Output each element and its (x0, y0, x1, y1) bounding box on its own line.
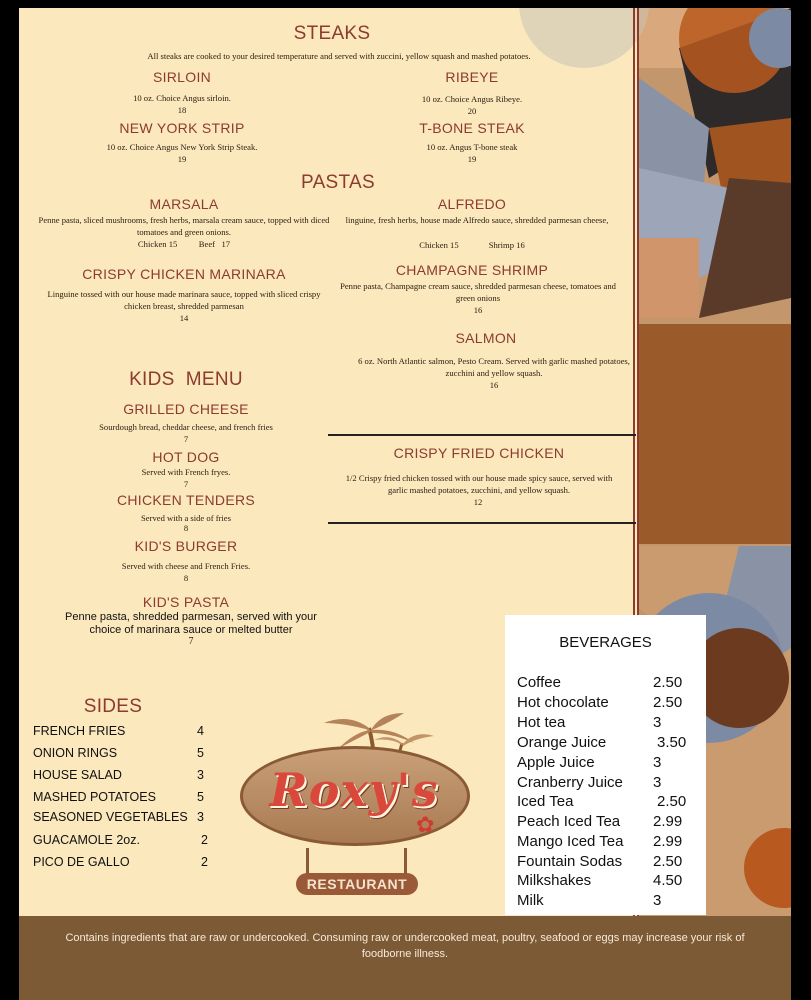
marsala-price: Chicken 15 Beef 17 (137, 239, 231, 249)
side-name: HOUSE SALAD (33, 768, 122, 782)
kids-title: KIDS MENU (129, 369, 243, 390)
side-row (33, 768, 213, 788)
kids-item-price: 8 (183, 523, 189, 533)
side-row (33, 855, 213, 875)
side-name: MASHED POTATOES (33, 790, 156, 804)
crispy-fried-desc: 1/2 Crispy fried chicken tossed with our house made spicy sauce, served with garlic mashed potatoes, zucchini, and yellow squash. (345, 473, 613, 495)
beverage-price: 2.50 (657, 793, 687, 810)
tbone-desc: 10 oz. Angus T-bone steak (426, 142, 518, 152)
sirloin-desc: 10 oz. Choice Angus sirloin. (133, 93, 231, 103)
alfredo-price: Chicken 15 Shrimp 16 (419, 240, 525, 250)
kids-item-price: 7 (183, 434, 189, 444)
shrimp-desc: Penne pasta, Champagne cream sauce, shredded parmesan cheese, tomatoes and green onions (340, 281, 616, 303)
beverage-row (517, 674, 692, 694)
beverage-price: 2.99 (653, 833, 683, 850)
beverage-name: Apple Juice (517, 754, 595, 771)
divider-line (328, 434, 636, 436)
ribeye-price: 20 (467, 106, 477, 116)
divider-line (328, 522, 636, 524)
beverage-row (517, 833, 692, 853)
beverage-price: 4.50 (653, 872, 683, 889)
beverage-price: 2.99 (653, 813, 683, 830)
marinara-price: 14 (179, 313, 189, 323)
ribeye-name: RIBEYE (445, 69, 499, 85)
footer (19, 916, 791, 1000)
side-price: 2 (201, 855, 208, 869)
beverage-name: Fountain Sodas (517, 853, 623, 870)
pastas-title: PASTAS (301, 172, 375, 193)
beverage-row (517, 813, 692, 833)
side-price: 3 (197, 810, 204, 824)
marinara-name: CRISPY CHICKEN MARINARA (82, 266, 286, 282)
beverage-row (517, 872, 692, 892)
side-row (33, 790, 213, 810)
menu-page (19, 8, 791, 1000)
kids-item-price: 8 (183, 573, 189, 583)
side-name: FRENCH FRIES (33, 724, 126, 738)
beverage-price: 2.50 (653, 694, 683, 711)
nystrip-price: 19 (177, 154, 187, 164)
beverage-name: Cranberry Juice (517, 774, 623, 791)
alfredo-name: ALFREDO (437, 196, 507, 212)
marinara-desc: Linguine tossed with our house made marinara sauce, topped with sliced crispy chicken breast, shredded parmesan (47, 289, 321, 311)
beverage-price: 3 (653, 892, 662, 909)
side-row (33, 724, 213, 744)
salmon-name: SALMON (455, 330, 517, 346)
ribeye-desc: 10 oz. Choice Angus Ribeye. (421, 94, 523, 104)
beverage-name: Milk (517, 892, 544, 909)
beverage-price: 3.50 (657, 734, 687, 751)
side-name: SEASONED VEGETABLES (33, 810, 188, 824)
salmon-price: 16 (489, 380, 499, 390)
steaks-title: STEAKS (293, 23, 371, 44)
kids-item-name: GRILLED CHEESE (123, 401, 249, 417)
crispy-fried-price: 12 (473, 497, 483, 507)
beverage-name: Hot chocolate (517, 694, 609, 711)
sign-post (306, 848, 309, 876)
side-name: PICO DE GALLO (33, 855, 130, 869)
beverage-row (517, 774, 692, 794)
beverage-name: Iced Tea (517, 793, 574, 810)
shrimp-name: CHAMPAGNE SHRIMP (395, 262, 549, 278)
nystrip-name: NEW YORK STRIP (119, 120, 245, 136)
side-row (33, 746, 213, 766)
logo-sign: RESTAURANT (296, 873, 418, 895)
restaurant-logo (234, 708, 474, 898)
hibiscus-icon: ✿ (416, 812, 435, 837)
crispy-fried-name: CRISPY FRIED CHICKEN (393, 445, 565, 461)
steaks-note: All steaks are cooked to your desired temperature and served with zuccini, yellow squash and mashed potatoes. (147, 51, 531, 61)
beverage-name: Mango Iced Tea (517, 833, 624, 850)
beverage-name: Hot tea (517, 714, 566, 731)
kids-item-name: KID'S PASTA (142, 594, 230, 610)
beverage-row (517, 793, 692, 813)
beverage-row (517, 892, 692, 912)
side-price: 4 (197, 724, 204, 738)
beverage-price: 3 (653, 714, 662, 731)
kids-item-price: 7 (188, 636, 194, 647)
side-name: ONION RINGS (33, 746, 118, 760)
kids-item-desc: Served with a side of fries (141, 513, 231, 523)
sign-post (404, 848, 407, 876)
side-price: 3 (197, 768, 204, 782)
tbone-name: T-BONE STEAK (419, 120, 525, 136)
logo-name: Roxy's (269, 763, 439, 817)
beverage-row (517, 714, 692, 734)
nystrip-desc: 10 oz. Choice Angus New York Strip Steak. (106, 142, 258, 152)
allergen-disclaimer: Contains ingredients that are raw or undercooked. Consuming raw or undercooked meat, poultry, seafood or eggs may increase your risk of foodborne illness. (65, 932, 745, 960)
beverage-row (517, 853, 692, 873)
kids-item-name: CHICKEN TENDERS (116, 492, 256, 508)
alfredo-desc: linguine, fresh herbs, house made Alfredo sauce, shredded parmesan cheese, (345, 215, 609, 225)
side-row (33, 833, 213, 853)
side-name: GUACAMOLE 2oz. (33, 833, 140, 847)
salmon-desc: 6 oz. North Atlantic salmon, Pesto Cream. Served with garlic mashed potatoes, zucchini and yellow squash. (358, 356, 630, 378)
sirloin-name: SIRLOIN (152, 69, 212, 85)
sides-title: SIDES (83, 696, 143, 717)
tbone-price: 19 (467, 154, 477, 164)
kids-item-desc: Served with cheese and French Fries. (121, 561, 251, 571)
beverages-panel (505, 615, 706, 915)
kids-item-name: KID'S BURGER (134, 538, 238, 554)
beverage-name: Coffee (517, 674, 561, 691)
beverage-price: 3 (653, 774, 662, 791)
side-price: 2 (201, 833, 208, 847)
beverages-title: BEVERAGES (559, 634, 652, 651)
side-row (33, 810, 213, 830)
kids-item-desc: Sourdough bread, cheddar cheese, and french fries (99, 422, 273, 432)
kids-item-desc: Penne pasta, shredded parmesan, served with your choice of marinara sauce or melted butter (65, 611, 317, 636)
beverage-row (517, 734, 692, 754)
side-price: 5 (197, 746, 204, 760)
beverage-name: Orange Juice (517, 734, 607, 751)
kids-item-price: 7 (183, 479, 189, 489)
marsala-name: MARSALA (149, 196, 219, 212)
marsala-desc: Penne pasta, sliced mushrooms, fresh herbs, marsala cream sauce, topped with diced tomatoes and green onions. (38, 215, 330, 237)
beverage-name: Peach Iced Tea (517, 813, 621, 830)
side-price: 5 (197, 790, 204, 804)
sirloin-price: 18 (177, 105, 187, 115)
shrimp-price: 16 (473, 305, 483, 315)
beverage-price: 3 (653, 754, 662, 771)
kids-item-name: HOT DOG (152, 449, 220, 465)
beverage-price: 2.50 (653, 853, 683, 870)
beverage-price: 2.50 (653, 674, 683, 691)
kids-item-desc: Served with French fryes. (141, 467, 231, 477)
beverage-row (517, 754, 692, 774)
beverage-row (517, 694, 692, 714)
beverage-name: Milkshakes (517, 872, 592, 889)
